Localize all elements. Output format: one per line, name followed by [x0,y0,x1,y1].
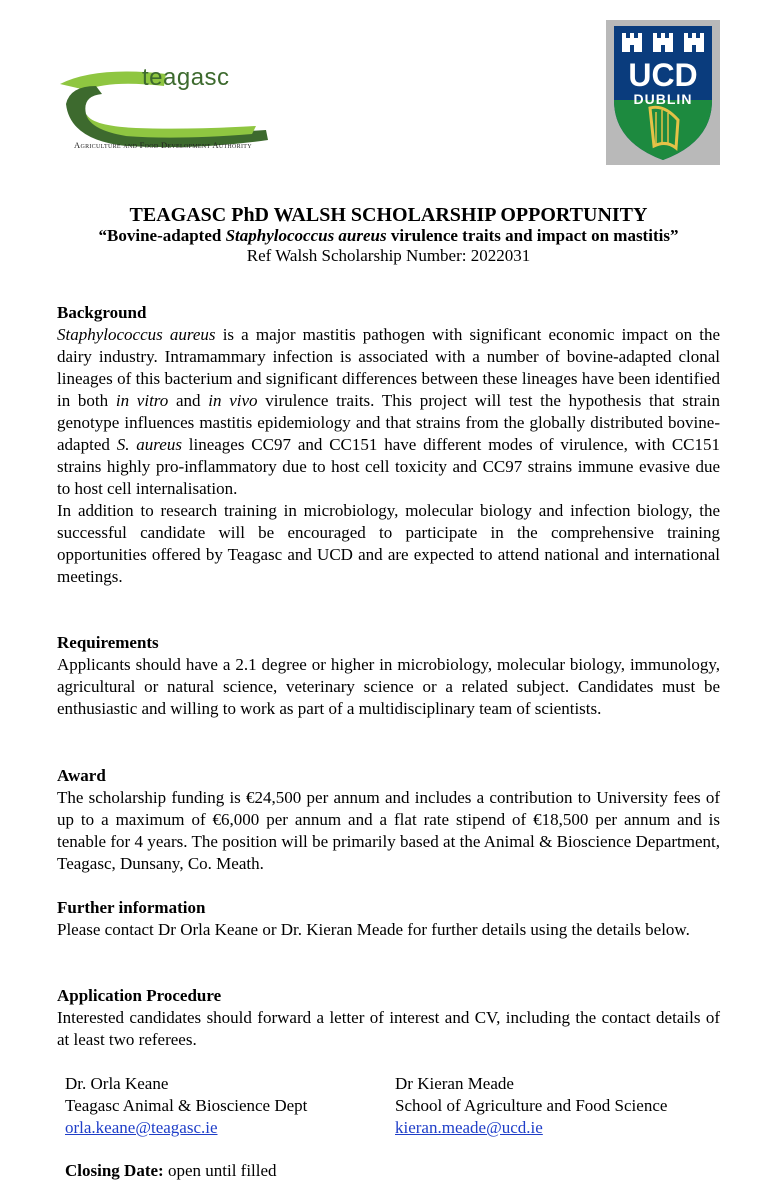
application-heading: Application Procedure [57,986,222,1005]
teagasc-tagline: Agriculture and Food Development Authority [74,140,252,150]
further-information-section [57,897,720,941]
requirements-section [57,632,720,720]
contact-email-link[interactable]: kieran.meade@ucd.ie [395,1118,543,1137]
contact-affiliation: Teagasc Animal & Bioscience Dept [65,1096,308,1115]
award-text: The scholarship funding is €24,500 per annum and includes a contribution to University fees of up to a maximum of €6,000 per annum and a flat rate stipend of €18,500 per annum and is tenable for 4 years. The position will be primarily based at the Animal & Bioscience Department, Teagasc, Dunsany, Co. Meath. [57,788,720,873]
award-heading: Award [57,766,106,785]
teagasc-logo [56,64,286,160]
ucd-logo [606,20,720,165]
contact-orla-keane [65,1073,307,1139]
contact-email-link[interactable]: orla.keane@teagasc.ie [65,1118,218,1137]
contact-name: Dr Kieran Meade [395,1074,514,1093]
background-section [57,302,720,588]
further-information-text: Please contact Dr Orla Keane or Dr. Kieran Meade for further details using the details below. [57,920,690,939]
background-heading: Background [57,303,147,322]
further-information-heading: Further information [57,898,206,917]
closing-date-value: open until filled [163,1161,277,1180]
contact-kieran-meade [395,1073,667,1139]
contact-affiliation: School of Agriculture and Food Science [395,1096,668,1115]
contact-name: Dr. Orla Keane [65,1074,169,1093]
background-paragraph-1: Staphylococcus aureus is a major mastitis pathogen with significant economic impact on the dairy industry. Intramammary infection is associated with a number of bovine-adapted clonal lineages of this bacterium and significant differences between these lineages have been identified in both in vitro and in vivo virulence traits. This project will test the hypothesis that strain genotype influences mastitis epidemiology and that strains from the globally distributed bovine-adapted S. aureus lineages CC97 and CC151 have different modes of virulence, with CC151 strains highly pro-inflammatory due to host cell toxicity and CC97 strains immune evasive due to host cell internalisation. [57,325,721,498]
background-paragraph-2: In addition to research training in microbiology, molecular biology and infection biology, the successful candidate will be encouraged to participate in the comprehensive training opportunities offered by Teagasc and UCD and are expected to attend national and international meetings. [57,501,720,586]
ucd-text-bottom: DUBLIN [633,91,693,107]
closing-date-label: Closing Date: [65,1161,164,1180]
ucd-text-top: UCD [628,57,698,93]
award-section [57,765,720,875]
requirements-text: Applicants should have a 2.1 degree or higher in microbiology, molecular biology, immunology, agricultural or natural science, veterinary science or a related subject. Candidates must be enthusiastic and willing to work as part of a multidisciplinary team of scientists. [57,655,720,718]
teagasc-wordmark: teagasc [142,64,230,91]
requirements-heading: Requirements [57,633,159,652]
page-title: TEAGASC PhD WALSH SCHOLARSHIP OPPORTUNITY [129,204,648,226]
reference-number: Ref Walsh Scholarship Number: 2022031 [246,246,531,265]
project-subtitle: “Bovine-adapted Staphylococcus aureus virulence traits and impact on mastitis” [98,226,679,245]
application-section [57,985,720,1051]
closing-date [65,1160,277,1182]
title-block [0,204,759,266]
application-text: Interested candidates should forward a letter of interest and CV, including the contact details of at least two referees. [57,1008,720,1049]
